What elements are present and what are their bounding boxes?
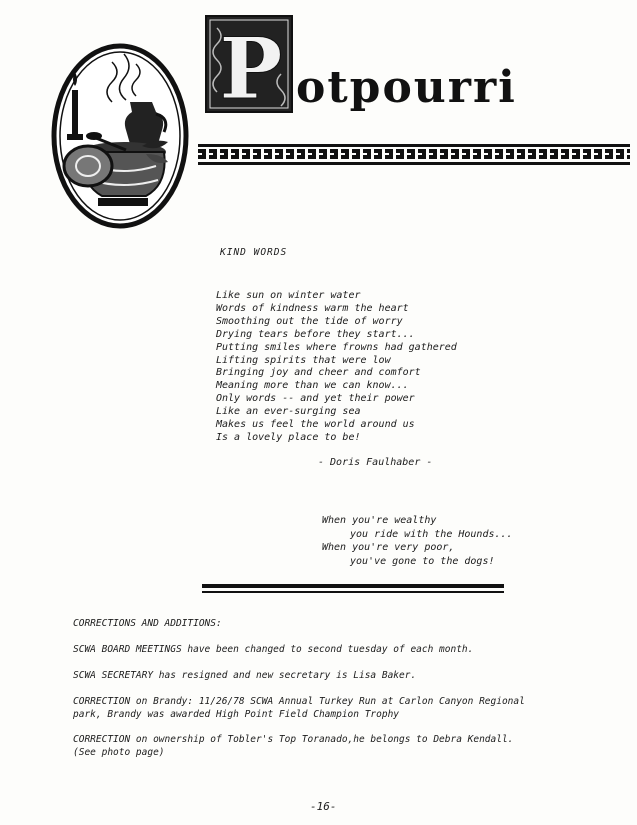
- page-title: otpourri: [296, 62, 517, 113]
- poem-lines: [216, 290, 457, 445]
- potpourri-pot-emblem-icon: [50, 42, 190, 230]
- verse-line: you ride with the Hounds...: [350, 528, 513, 540]
- verse-line: When you're very poor,: [322, 542, 455, 553]
- paragraph-line: SCWA SECRETARY has resigned and new secretary is Lisa Baker.: [73, 670, 417, 681]
- paragraph-line: (See photo page): [73, 746, 165, 758]
- poem-author: - Doris Faulhaber -: [318, 457, 433, 468]
- paragraph-line: park, Brandy was awarded High Point Field Champion Trophy: [73, 708, 400, 720]
- paragraph-line: CORRECTION on Brandy: 11/26/78 SCWA Annual Turkey Run at Carlon Canyon Regional: [73, 696, 525, 707]
- poem-line: Like an ever-surging sea: [216, 406, 361, 418]
- poem-line: Drying tears before they start...: [216, 328, 415, 340]
- poem-line: Like sun on winter water: [216, 290, 361, 301]
- correction-paragraph: [73, 644, 473, 657]
- verse-line: you've gone to the dogs!: [350, 555, 495, 567]
- ornate-drop-cap-p: [205, 14, 293, 114]
- correction-paragraph: [73, 734, 513, 759]
- poem-line: Smoothing out the tide of worry: [216, 315, 403, 327]
- poem-line: Meaning more than we can know...: [216, 380, 409, 392]
- paragraph-line: CORRECTION on ownership of Tobler's Top Toranado,he belongs to Debra Kendall.: [73, 734, 514, 745]
- poem-line: Only words -- and yet their power: [216, 393, 415, 405]
- correction-paragraph: [73, 696, 525, 721]
- poem-title: KIND WORDS: [220, 247, 288, 258]
- ornamental-banner: [198, 140, 630, 170]
- poem-line: Bringing joy and cheer and comfort: [216, 367, 421, 379]
- correction-paragraph: [73, 670, 416, 683]
- poem-line: Words of kindness warm the heart: [216, 302, 409, 314]
- section-divider: [202, 584, 504, 596]
- page-number: -16-: [310, 800, 337, 813]
- paragraph-line: SCWA BOARD MEETINGS have been changed to second tuesday of each month.: [73, 644, 474, 655]
- poem-line: Is a lovely place to be!: [216, 431, 361, 443]
- verse-line: When you're wealthy: [322, 515, 437, 526]
- verse-lines: [322, 514, 513, 568]
- drop-cap-letter: P: [219, 19, 283, 114]
- poem-line: Makes us feel the world around us: [216, 419, 415, 431]
- poem-line: Lifting spirits that were low: [216, 354, 391, 366]
- corrections-heading: CORRECTIONS AND ADDITIONS:: [73, 618, 222, 629]
- poem-line: Putting smiles where frowns had gathered: [216, 341, 457, 353]
